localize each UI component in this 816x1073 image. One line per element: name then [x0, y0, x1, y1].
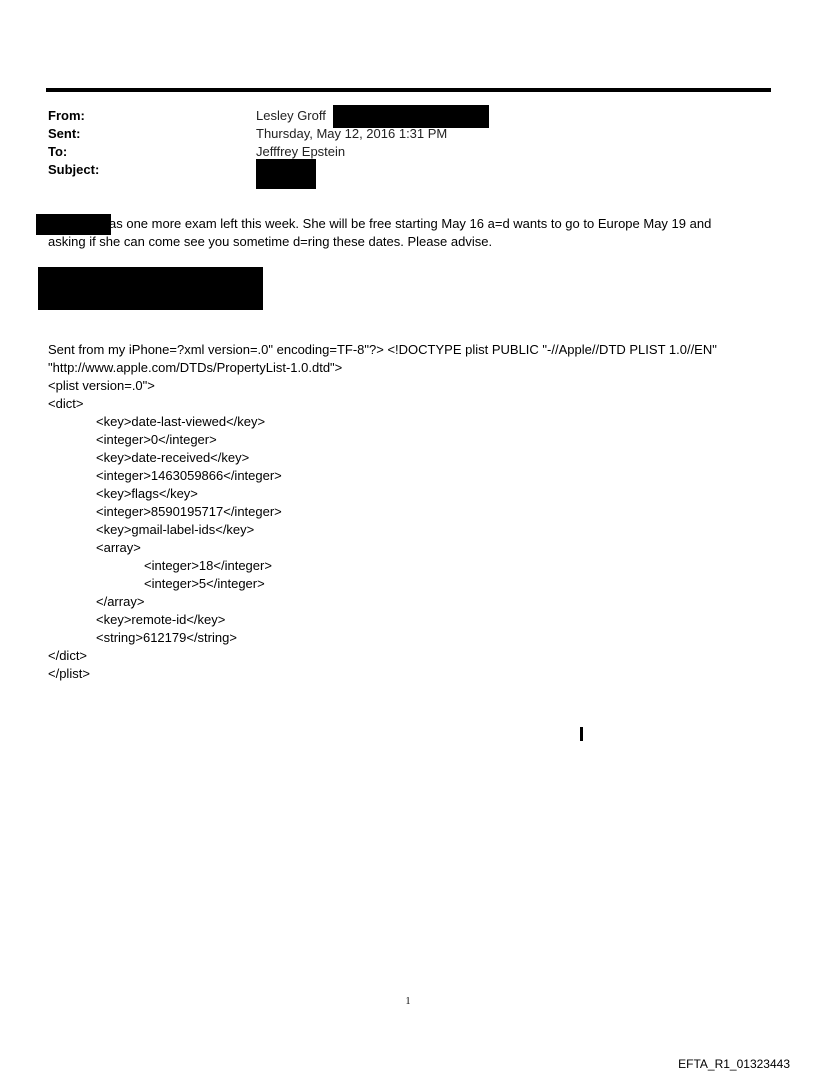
plist-line: </dict>: [48, 648, 88, 663]
plist-line: <integer>5</integer>: [144, 576, 265, 591]
plist-line: <plist version=.0">: [48, 378, 155, 393]
sent-value: Thursday, May 12, 2016 1:31 PM: [256, 126, 448, 141]
plist-line: <array>: [96, 540, 141, 555]
plist-line: <integer>1463059866</integer>: [96, 468, 282, 483]
from-value: Lesley Groff: [256, 108, 326, 123]
plist-line: </plist>: [48, 666, 90, 681]
to-label: To:: [48, 144, 68, 159]
plist-line: <string>612179</string>: [96, 630, 237, 645]
plist-line: <integer>8590195717</integer>: [96, 504, 282, 519]
body-line-2: asking if she can come see you sometime d=ring these dates. Please advise.: [48, 234, 493, 249]
page-number: 1: [405, 996, 411, 1007]
plist-line: <key>flags</key>: [96, 486, 198, 501]
plist-line: <integer>18</integer>: [144, 558, 272, 573]
plist-line: <key>date-last-viewed</key>: [96, 414, 266, 429]
plist-line-dtd-url: "http://www.apple.com/DTDs/PropertyList-1.0.dtd">: [48, 360, 343, 375]
plist-line: <integer>0</integer>: [96, 432, 217, 447]
header-rule: [46, 88, 771, 92]
plist-line: <key>remote-id</key>: [96, 612, 226, 627]
to-value: Jefffrey Epstein: [256, 144, 346, 159]
from-label: From:: [48, 108, 85, 123]
plist-line: <dict>: [48, 396, 84, 411]
plist-line-sent-from: Sent from my iPhone=?xml version=.0" encoding=TF-8"?> <!DOCTYPE plist PUBLIC "-//Apple//DTD PLIST 1.0//EN": [48, 342, 717, 357]
plist-line: <key>date-received</key>: [96, 450, 250, 465]
redaction-box-subject: [256, 159, 316, 189]
sent-label: Sent:: [48, 126, 81, 141]
body-line-1: as one more exam left this week. She will be free starting May 16 a=d wants to go to Europe May 19 and: [109, 216, 712, 231]
bates-number: EFTA_R1_01323443: [678, 1057, 790, 1071]
plist-line: <key>gmail-label-ids</key>: [96, 522, 255, 537]
plist-line: </array>: [96, 594, 145, 609]
subject-label: Subject:: [48, 162, 100, 177]
redaction-box-name: [36, 214, 111, 235]
redaction-box-signature: [38, 267, 263, 310]
stray-mark: [580, 727, 583, 741]
